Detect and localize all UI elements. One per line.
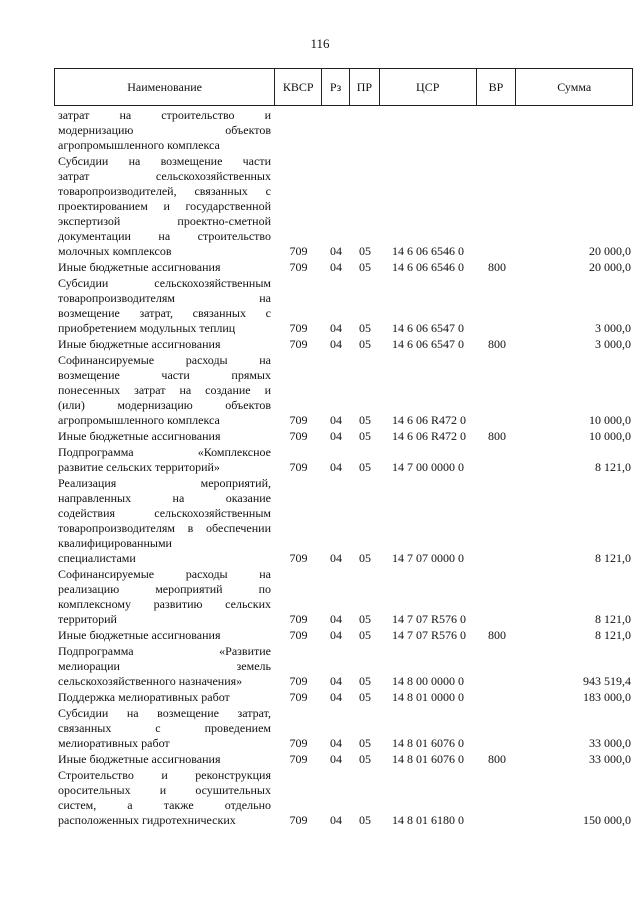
row-name [54, 768, 275, 828]
table-row [54, 337, 633, 352]
row-csr: 14 6 06 6547 0 [392, 321, 464, 335]
row-name-line: Иные бюджетные ассигнования [58, 337, 221, 351]
row-name-line: Иные бюджетные ассигнования [58, 628, 221, 642]
row-name [54, 445, 275, 475]
header-name: Наименование [55, 69, 275, 105]
table-row [54, 429, 633, 444]
row-name-line: модернизацию объектов [58, 123, 271, 137]
row-name [54, 429, 275, 444]
row-name [54, 644, 275, 689]
row-rz: 04 [330, 612, 342, 626]
row-name-line: товаропроизводителей, связанных с [58, 184, 271, 198]
page-number: 116 [310, 36, 330, 51]
row-name-line: Подпрограмма «Комплексное [58, 445, 271, 459]
row-kvsr [275, 108, 322, 153]
row-name-line: Строительство и реконструкция [58, 768, 271, 782]
row-vr: 800 [488, 429, 506, 443]
row-vr [477, 445, 517, 475]
row-vr: 800 [488, 628, 506, 642]
row-name-line: документации на строительство [58, 229, 271, 243]
row-name-line: территорий [58, 612, 117, 626]
row-name-line: (или) модернизацию объектов [58, 398, 271, 412]
row-name-line: Реализация мероприятий, [58, 476, 271, 490]
row-name-line: мелиорации земель [58, 659, 271, 673]
row-sum: 20 000,0 [589, 260, 631, 274]
row-csr [380, 108, 477, 153]
row-name [54, 752, 275, 767]
row-name-line: оросительных и осушительных [58, 783, 271, 797]
row-sum: 943 519,4 [583, 674, 631, 688]
row-name-line: содействия сельскохозяйственным [58, 506, 271, 520]
table-row [54, 644, 633, 689]
row-rz: 04 [330, 628, 342, 642]
row-csr: 14 7 00 0000 0 [392, 460, 464, 474]
row-pr: 05 [359, 337, 371, 351]
row-rz: 04 [330, 736, 342, 750]
row-name-line: комплексному развитию сельских [58, 597, 271, 611]
row-rz: 04 [330, 429, 342, 443]
row-kvsr: 709 [289, 321, 308, 335]
row-sum: 20 000,0 [589, 244, 631, 258]
row-vr: 800 [488, 260, 506, 274]
header-csr: ЦСР [380, 69, 477, 105]
row-name [54, 476, 275, 566]
row-kvsr: 709 [289, 690, 308, 704]
table-header [54, 68, 633, 106]
row-kvsr: 709 [289, 460, 308, 474]
row-sum: 8 121,0 [595, 612, 631, 626]
row-pr: 05 [359, 551, 371, 565]
row-kvsr: 709 [289, 429, 308, 443]
row-vr [477, 476, 517, 566]
table-body [54, 108, 633, 828]
row-csr: 14 7 07 R576 0 [392, 612, 467, 626]
row-kvsr: 709 [289, 612, 308, 626]
row-rz: 04 [330, 460, 342, 474]
table-row [54, 628, 633, 643]
row-kvsr: 709 [289, 628, 308, 642]
row-pr: 05 [359, 260, 371, 274]
row-sum: 150 000,0 [583, 813, 631, 827]
row-rz: 04 [330, 321, 342, 335]
row-rz [322, 108, 350, 153]
row-name-line: связанных с проведением [58, 721, 271, 735]
row-vr [477, 644, 517, 689]
row-name-line: товаропроизводителям на [58, 291, 271, 305]
row-csr: 14 6 06 R472 0 [392, 413, 467, 427]
row-rz: 04 [330, 413, 342, 427]
header-pr: ПР [350, 69, 380, 105]
row-name-line: мелиоративных работ [58, 736, 170, 750]
row-rz: 04 [330, 690, 342, 704]
row-sum: 8 121,0 [595, 628, 631, 642]
row-name-line: Иные бюджетные ассигнования [58, 260, 221, 274]
row-sum: 8 121,0 [595, 551, 631, 565]
table-row [54, 260, 633, 275]
row-vr [477, 567, 517, 627]
row-rz: 04 [330, 244, 342, 258]
row-pr: 05 [359, 429, 371, 443]
table-row [54, 353, 633, 428]
row-name-line: понесенных затрат на создание и [58, 383, 271, 397]
row-pr: 05 [359, 813, 371, 827]
row-name-line: сельскохозяйственного назначения» [58, 674, 243, 688]
row-name-line: Иные бюджетные ассигнования [58, 429, 221, 443]
table-row [54, 276, 633, 336]
row-name-line: Субсидии на возмещение части [58, 154, 271, 168]
row-name-line: реализацию мероприятий по [58, 582, 271, 596]
row-name-line: агропромышленного комплекса [58, 138, 220, 152]
row-name [54, 260, 275, 275]
table-row [54, 476, 633, 566]
row-name [54, 337, 275, 352]
table-row [54, 752, 633, 767]
row-name [54, 706, 275, 751]
row-rz: 04 [330, 752, 342, 766]
row-vr: 800 [488, 337, 506, 351]
table-row [54, 768, 633, 828]
row-csr: 14 8 01 6076 0 [392, 736, 464, 750]
row-name-line: Подпрограмма «Развитие [58, 644, 271, 658]
row-sum: 3 000,0 [595, 337, 631, 351]
row-rz: 04 [330, 337, 342, 351]
row-kvsr: 709 [289, 736, 308, 750]
row-csr: 14 7 07 R576 0 [392, 628, 467, 642]
row-vr [477, 353, 517, 428]
table-row [54, 154, 633, 259]
row-sum: 8 121,0 [595, 460, 631, 474]
row-pr: 05 [359, 244, 371, 258]
row-sum: 33 000,0 [589, 752, 631, 766]
row-name-line: затрат на строительство и [58, 108, 271, 122]
row-name-line: специалистами [58, 551, 136, 565]
row-kvsr: 709 [289, 813, 308, 827]
row-kvsr: 709 [289, 752, 308, 766]
row-name-line: Софинансируемые расходы на [58, 353, 271, 367]
row-rz: 04 [330, 551, 342, 565]
row-name-line: развитие сельских территорий» [58, 460, 220, 474]
row-vr [477, 276, 517, 336]
header-kvsr: КВСР [275, 69, 322, 105]
row-name-line: расположенных гидротехнических [58, 813, 236, 827]
row-csr: 14 6 06 6547 0 [392, 337, 464, 351]
table-row [54, 108, 633, 153]
row-sum: 33 000,0 [589, 736, 631, 750]
row-pr: 05 [359, 674, 371, 688]
row-name-line: Субсидии на возмещение затрат, [58, 706, 271, 720]
row-vr [477, 690, 517, 705]
row-name-line: Поддержка мелиоративных работ [58, 690, 230, 704]
row-pr: 05 [359, 752, 371, 766]
row-name-line: проектированием и государственной [58, 199, 271, 213]
row-csr: 14 8 00 0000 0 [392, 674, 464, 688]
row-vr: 800 [488, 752, 506, 766]
row-kvsr: 709 [289, 551, 308, 565]
row-pr: 05 [359, 736, 371, 750]
row-name-line: Софинансируемые расходы на [58, 567, 271, 581]
row-pr: 05 [359, 460, 371, 474]
row-name-line: затрат сельскохозяйственных [58, 169, 271, 183]
row-name [54, 154, 275, 259]
row-vr [477, 706, 517, 751]
row-sum: 3 000,0 [595, 321, 631, 335]
row-name-line: экспертизой проектно-сметной [58, 214, 271, 228]
header-sum: Сумма [557, 79, 592, 94]
row-name [54, 628, 275, 643]
table-row [54, 567, 633, 627]
header-vr: ВР [477, 69, 517, 105]
row-name [54, 690, 275, 705]
row-name-line: возмещение затрат, связанных с [58, 306, 271, 320]
row-name [54, 276, 275, 336]
table-row [54, 706, 633, 751]
row-name-line: квалифицированными [58, 536, 172, 550]
table-row [54, 690, 633, 705]
row-name [54, 108, 275, 153]
row-kvsr: 709 [289, 413, 308, 427]
row-kvsr: 709 [289, 674, 308, 688]
row-pr: 05 [359, 690, 371, 704]
row-vr [477, 768, 517, 828]
row-csr: 14 6 06 6546 0 [392, 260, 464, 274]
row-name [54, 567, 275, 627]
row-name-line: систем, а также отдельно [58, 798, 271, 812]
row-sum: 183 000,0 [583, 690, 631, 704]
row-name-line: товаропроизводителям в обеспечении [58, 521, 271, 535]
row-name-line: агропромышленного комплекса [58, 413, 220, 427]
row-rz: 04 [330, 260, 342, 274]
row-rz: 04 [330, 674, 342, 688]
row-csr: 14 8 01 6076 0 [392, 752, 464, 766]
row-pr [350, 108, 380, 153]
row-vr [477, 108, 517, 153]
row-vr [477, 154, 517, 259]
row-pr: 05 [359, 413, 371, 427]
row-kvsr: 709 [289, 337, 308, 351]
table-row [54, 445, 633, 475]
row-name [54, 353, 275, 428]
row-csr: 14 7 07 0000 0 [392, 551, 464, 565]
row-kvsr: 709 [289, 244, 308, 258]
row-name-line: приобретением модульных теплиц [58, 321, 236, 335]
row-name-line: Субсидии сельскохозяйственным [58, 276, 271, 290]
row-sum [517, 108, 633, 153]
row-name-line: Иные бюджетные ассигнования [58, 752, 221, 766]
row-kvsr: 709 [289, 260, 308, 274]
row-csr: 14 6 06 6546 0 [392, 244, 464, 258]
row-csr: 14 6 06 R472 0 [392, 429, 467, 443]
row-pr: 05 [359, 321, 371, 335]
row-csr: 14 8 01 6180 0 [392, 813, 464, 827]
row-name-line: направленных на оказание [58, 491, 271, 505]
row-sum: 10 000,0 [589, 429, 631, 443]
row-pr: 05 [359, 612, 371, 626]
row-rz: 04 [330, 813, 342, 827]
row-name-line: молочных комплексов [58, 244, 172, 258]
row-csr: 14 8 01 0000 0 [392, 690, 464, 704]
row-name-line: возмещение части прямых [58, 368, 271, 382]
row-sum: 10 000,0 [589, 413, 631, 427]
row-pr: 05 [359, 628, 371, 642]
header-rz: Рз [322, 69, 350, 105]
